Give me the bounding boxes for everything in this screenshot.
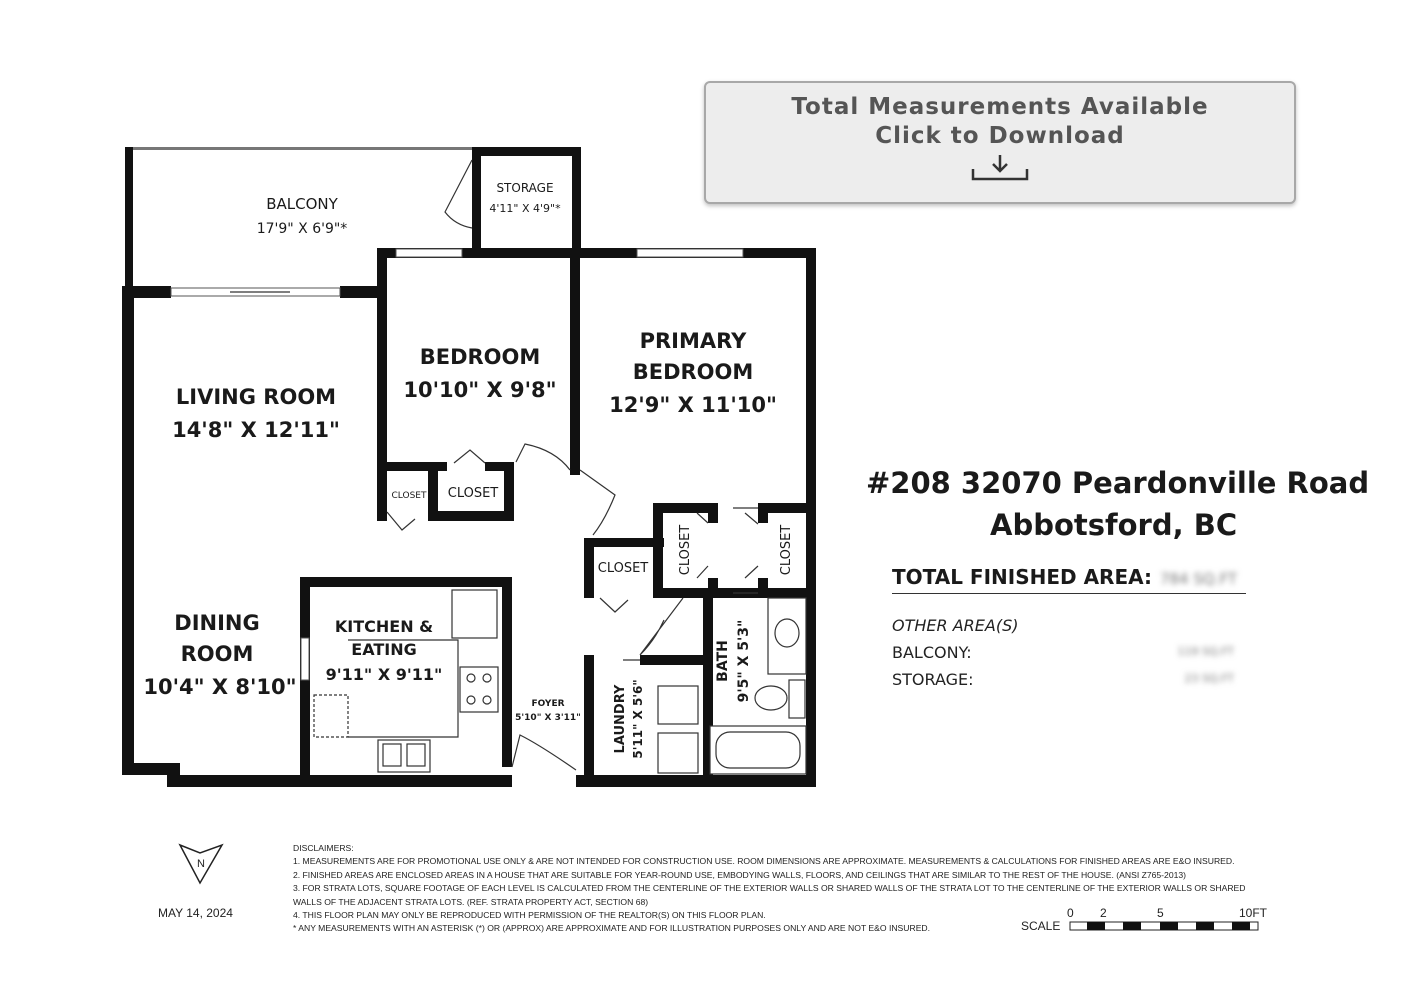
- laundry-dims: 5'11" X 5'6": [631, 679, 645, 759]
- laundry-label: LAUNDRY: [613, 684, 628, 754]
- total-area-label: TOTAL FINISHED AREA:: [892, 565, 1152, 589]
- balcony-area-label: BALCONY:: [892, 643, 972, 662]
- primary-bedroom-label-2: BEDROOM: [632, 360, 754, 384]
- dining-room-dims: 10'4" X 8'10": [143, 675, 297, 699]
- balcony-label: BALCONY: [266, 195, 338, 213]
- storage-dims: 4'11" X 4'9"*: [489, 202, 561, 215]
- property-address: [866, 462, 1369, 546]
- address-line-2: Abbotsford, BC: [990, 508, 1238, 542]
- storage-area-label: STORAGE:: [892, 670, 974, 689]
- disclaimer-item: 1. MEASUREMENTS ARE FOR PROMOTIONAL USE ONLY & ARE NOT INTENDED FOR CONSTRUCTION USE. ROOM DIMENSIONS ARE APPROXIMATE. MEASUREMENTS & CALCULATIONS FOR FINISHED AREAS ARE E&O INSURED.: [293, 856, 1235, 867]
- closet-label: CLOSET: [597, 561, 649, 576]
- storage-area-value: 23 SQ.FT: [1184, 672, 1234, 685]
- bath-dims: 9'5" X 5'3": [736, 619, 752, 703]
- living-room-dims: 14'8" X 12'11": [172, 418, 340, 442]
- closet-label: CLOSET: [447, 486, 499, 501]
- disclaimers-title: DISCLAIMERS:: [293, 843, 354, 853]
- download-icon: [970, 153, 1030, 183]
- dining-room-label-1: DINING: [174, 611, 260, 635]
- scale-bar: [1020, 905, 1280, 935]
- kitchen-dims: 9'11" X 9'11": [325, 665, 443, 684]
- foyer-dims: 5'10" X 3'11": [515, 713, 581, 723]
- total-finished-area: [892, 565, 1246, 594]
- storage-label: STORAGE: [496, 181, 554, 195]
- bedroom-label: BEDROOM: [419, 345, 541, 369]
- download-line-1: Total Measurements Available: [791, 94, 1209, 120]
- bath-label: BATH: [715, 640, 731, 682]
- scale-tick-label: 10FT: [1239, 906, 1268, 920]
- download-line-2: Click to Download: [875, 123, 1125, 149]
- primary-bedroom-label-1: PRIMARY: [639, 329, 747, 353]
- storage-area-row: [892, 670, 1242, 689]
- scale-tick-label: 5: [1157, 906, 1164, 920]
- scale-label: SCALE: [1021, 919, 1061, 933]
- closet-label: CLOSET: [779, 524, 794, 576]
- other-areas-label: OTHER AREA(S): [892, 616, 1019, 635]
- total-area-value: 784 SQ.FT: [1159, 570, 1237, 588]
- primary-bedroom-dims: 12'9" X 11'10": [609, 393, 777, 417]
- kitchen-label-1: KITCHEN &: [334, 617, 434, 636]
- bedroom-dims: 10'10" X 9'8": [403, 378, 557, 402]
- plan-date: MAY 14, 2024: [158, 906, 233, 920]
- scale-tick-label: 2: [1100, 906, 1107, 920]
- kitchen-label-2: EATING: [351, 640, 417, 659]
- closet-label: CLOSET: [678, 524, 693, 576]
- address-line-1: #208 32070 Peardonville Road: [866, 466, 1370, 500]
- balcony-area-value: 119 SQ.FT: [1177, 645, 1234, 658]
- foyer-label: FOYER: [531, 699, 565, 709]
- disclaimer-item: * ANY MEASUREMENTS WITH AN ASTERISK (*) OR (APPROX) ARE APPROXIMATE AND FOR ILLUSTRATION PURPOSES ONLY AND ARE NOT E&O INSURED.: [293, 923, 931, 934]
- dining-room-label-2: ROOM: [180, 642, 254, 666]
- living-room-label: LIVING ROOM: [175, 385, 337, 409]
- scale-tick-label: 0: [1067, 906, 1074, 920]
- disclaimer-item: 4. THIS FLOOR PLAN MAY ONLY BE REPRODUCED WITH PERMISSION OF THE REALTOR(S) ON THIS FLOOR PLAN.: [293, 910, 766, 921]
- download-measurements-button[interactable]: [704, 81, 1296, 204]
- north-arrow-icon: [178, 843, 224, 885]
- disclaimer-item: 3. FOR STRATA LOTS, SQUARE FOOTAGE OF EACH LEVEL IS CALCULATED FROM THE CENTERLINE OF THE EXTERIOR WALLS OR SHARED WALLS OF THE STRATA LOT TO THE CENTERLINE OF THE EXTERIOR WALLS OR SHARED WALLS OF THE ADJACENT STRATA LOTS. (REF. STRATA PROPERTY ACT, SECTION 68): [293, 883, 1246, 907]
- balcony-dims: 17'9" X 6'9"*: [256, 221, 348, 237]
- balcony-area-row: [892, 643, 1242, 662]
- disclaimer-item: 2. FINISHED AREAS ARE ENCLOSED AREAS IN A HOUSE THAT ARE SUITABLE FOR YEAR-ROUND USE, EMBODYING WALLS, FLOORS, AND CEILINGS THAT ARE SIMILAR TO THE REST OF THE HOUSE. (ANSI Z765-2013): [293, 869, 1187, 880]
- north-label: N: [197, 858, 205, 870]
- closet-label: CLOSET: [391, 491, 427, 501]
